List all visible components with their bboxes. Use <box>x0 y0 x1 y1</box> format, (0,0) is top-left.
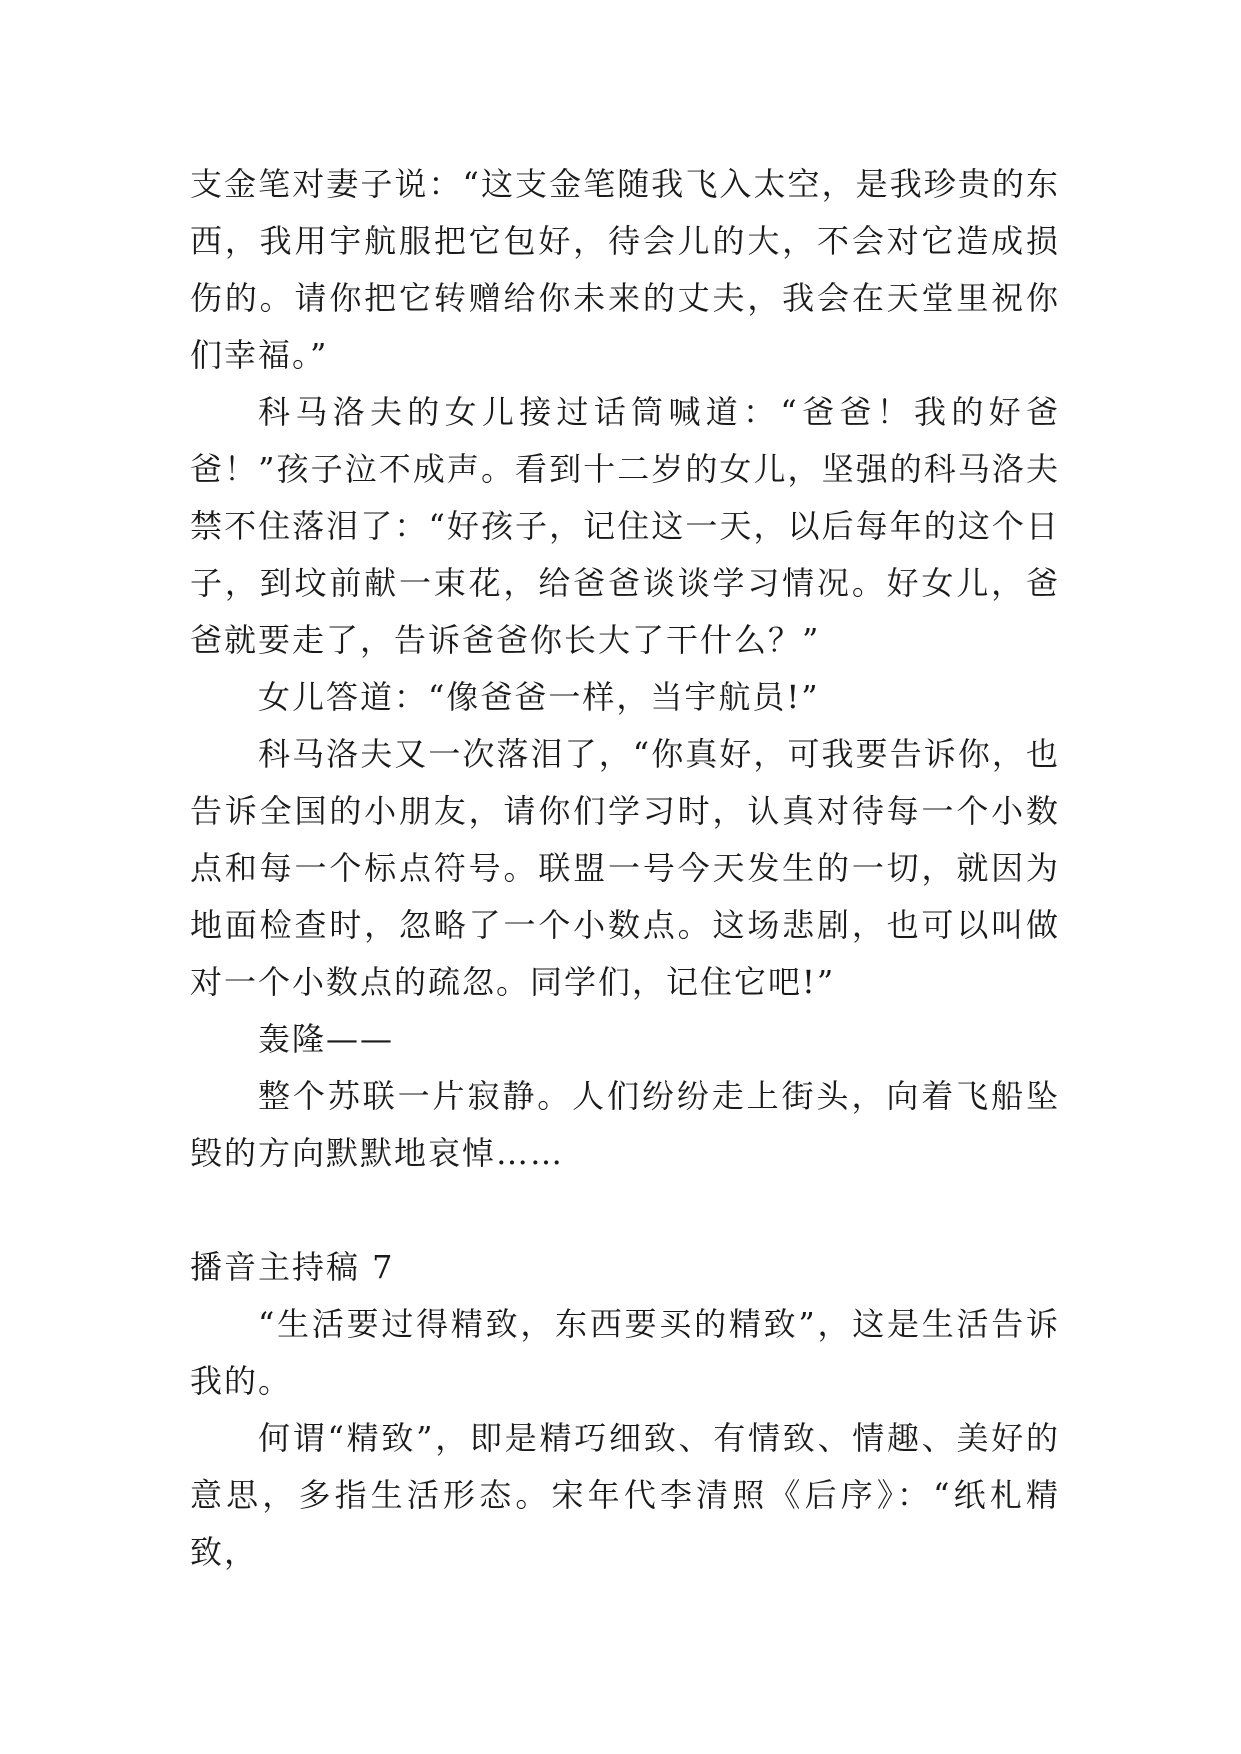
paragraph-golden-pen: 支金笔对妻子说：“这支金笔随我飞入太空，是我珍贵的东西，我用宇航服把它包好，待会儿的大，不会对它造成损伤的。请你把它转赠给你未来的丈夫，我会在天堂里祝你们幸福。” <box>190 165 1060 374</box>
paragraph-explosion: 轰隆—— <box>258 1020 395 1058</box>
section-heading: 播音主持稿 7 <box>190 1248 395 1286</box>
paragraph-daughter-answer: 女儿答道：“像爸爸一样，当宇航员!” <box>258 678 820 716</box>
paragraph-spacer <box>190 1182 1060 1239</box>
paragraph-exquisite-life: “生活要过得精致，东西要买的精致”，这是生活告诉我的。 <box>190 1305 1060 1400</box>
document-body <box>190 156 1060 1581</box>
paragraph-mourning: 整个苏联一片寂静。人们纷纷走上街头，向着飞船坠毁的方向默默地哀悼…… <box>190 1077 1060 1172</box>
paragraph-komarov-message: 科马洛夫又一次落泪了，“你真好，可我要告诉你，也告诉全国的小朋友，请你们学习时，认真对待每一个小数点和每一个标点符号。联盟一号今天发生的一切，就因为地面检查时，忽略了一个小数点。这场悲剧，也可以叫做对一个小数点的疏忽。同学们，记住它吧!” <box>190 735 1060 1001</box>
paragraph-exquisite-definition: 何谓“精致”，即是精巧细致、有情致、情趣、美好的意思，多指生活形态。宋年代李清照《后序》：“纸札精致， <box>190 1419 1060 1571</box>
paragraph-daughter-call: 科马洛夫的女儿接过话筒喊道：“爸爸！我的好爸爸！”孩子泣不成声。看到十二岁的女儿，坚强的科马洛夫禁不住落泪了：“好孩子，记住这一天，以后每年的这个日子，到坟前献一束花，给爸爸谈谈学习情况。好女儿，爸爸就要走了，告诉爸爸你长大了干什么？” <box>190 393 1060 659</box>
